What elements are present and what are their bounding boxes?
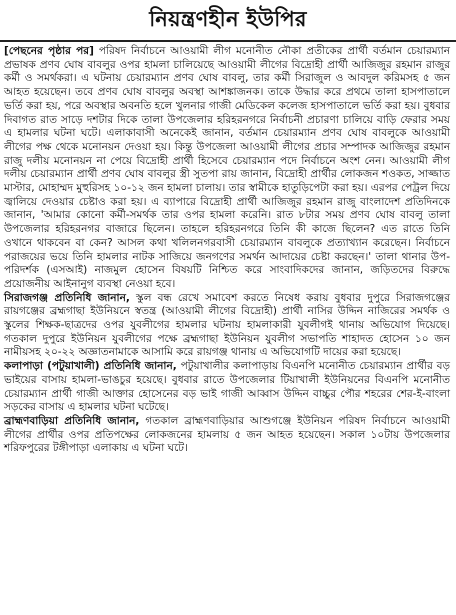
continuation-label: [পেছনের পৃষ্ঠার পর] — [4, 45, 94, 57]
paragraph-text: স্কুল বন্ধ রেখে সমাবেশ করতে নিষেধ করায় বুধবার দুপুরে সিরাজগঞ্জের রায়গঞ্জের ব্রহ্মগাছা ইউনিয়নে স্বতন্ত্র (আওয়ামী লীগের বিদ্রোহী) প্রার্থী নাসির উদ্দিন নাজিরের সমর্থক ও স্কুলের শিক্ষক-ছাত্রদের ওপর যুবলীগের হামলার ঘটনায় হামলাকারী যুবলীগই থানায় অভিযোগ দিয়েছে। গতকাল দুপুরে ইউনিয়ন যুবলীগের পক্ষে ব্রহ্মগাছা ইউনিয়ন যুবলীগ সভাপতি শাহাদত হোসেন ১০ জন নামীয়সহ ২০-২২ অজ্ঞাতনামাকে আসামি করে রায়গঞ্জ থানায় এ অভিযোগটি দায়ের করা হয়েছে। — [4, 291, 450, 359]
paragraph-continuation — [4, 45, 450, 292]
article-body — [0, 42, 456, 456]
headline: নিয়ন্ত্রণহীন ইউপির — [149, 6, 307, 31]
dateline-label: সিরাজগঞ্জ প্রতিনিধি জানান, — [4, 291, 130, 304]
paragraph-sirajganj — [4, 292, 450, 361]
headline-bar — [0, 0, 456, 42]
paragraph-text: গতকাল ব্রাহ্মণবাড়িয়ার আশুগঞ্জে ইউনিয়ন পরিষদ নির্বাচনে আওয়ামী লীগের প্রার্থীর ওপর প্রতিপক্ষের লোকজনের হামলায় ৫ জন আহত হয়েছেন। সকাল ১০টায় উপজেলার শরিফপুরের টঙ্গীপাড়া এলাকায় এ ঘটনা ঘটে। — [4, 414, 450, 455]
paragraph-kalapara — [4, 360, 450, 415]
paragraph-text: পরিষদ নির্বাচনে আওয়ামী লীগ মনোনীত নৌকা প্রতীকের প্রার্থী বর্তমান চেয়ারম্যান প্রভাষক প্রণব ঘোষ বাবলুর ওপর হামলা চালিয়েছে আওয়ামী লীগের বিদ্রোহী প্রার্থী আজিজুর রহমান রাজুর কর্মী ও সমর্থকরা। এ ঘটনায় চেয়ারম্যান প্রণব ঘোষ বাবলু, তার কর্মী সিরাজুল ও আবদুল করিমসহ ৫ জন আহত হয়েছেন। তবে প্রণব ঘোষ বাবলুর অবস্থা আশঙ্কাজনক। তাকে উদ্ধার করে প্রথমে তালা হাসপাতালে ভর্তি করা হয়, পরে অবস্থার অবনতি হলে খুলনার গাজী মেডিকেল কলেজ হাসপাতালে ভর্তি করা হয়। বুধবার দিবাগত রাত সাড়ে দশটার দিকে তালা উপজেলার হরিহরনগরে নির্বাচনী প্রচারণা চালিয়ে বাড়ি ফেরার সময় এ হামলার ঘটনা ঘটে। এলাকাবাসী অনেকেই জানান, বর্তমান চেয়ারম্যান প্রণব ঘোষ বাবলুকে আওয়ামী লীগের পক্ষ থেকে মনোনয়ন দেওয়া হয়। কিন্তু উপজেলা আওয়ামী লীগের প্রচার সম্পাদক আজিজুর রহমান রাজু দলীয় মনোনয়ন না পেয়ে বিদ্রোহী প্রার্থী হিসেবে চেয়ারম্যান পদে নির্বাচনে অংশ নেন। আওয়ামী লীগ দলীয় চেয়ারম্যান প্রার্থী প্রণব ঘোষ বাবলুর স্ত্রী সুতপা রায় জানান, বিদ্রোহী প্রার্থীর লোকজন শওকত, সাজ্জাত মাস্টার, মোহাম্মদ মুহুরিসহ ১০-১২ জন হামলা চালায়। তার স্বামীকে হাতুড়িপেটা করা হয়। এরপর পেট্রল দিয়ে জ্বালিয়ে দেওয়ার চেষ্টাও করা হয়। এ ব্যাপারে বিদ্রোহী প্রার্থী আজিজুর রহমান রাজু বাংলাদেশ প্রতিদিনকে জানান, 'আমার কোনো কর্মী-সমর্থক তার ওপর হামলা করেনি। রাত ৮টার সময় প্রণব ঘোষ বাবলু তালা উপজেলার হরিহরনগর বাজারে ছিলেন। তাহলে হরিহরনগরে তিনি কী কাজে ছিলেন? এত রাতে তিনি ওখানে থাকবেন বা কেন? আসল কথা খলিলনগরবাসী চেয়ারম্যান বাবলুকে প্রত্যাখ্যান করেছেন। নির্বাচনে পরাজয়ের ভয়ে তিনি হামলার নাটক সাজিয়ে জনগণের সমর্থন আদায়ের চেষ্টা করছেন।' তালা থানার উপ-পরিদর্শক (এসআই) নাজমুল হোসেন বিষয়টি নিশ্চিত করে সাংবাদিকদের জানান, জড়িতদের বিরুদ্ধে প্রয়োজনীয় আইনানুগ ব্যবস্থা নেওয়া হবে। — [4, 45, 450, 290]
dateline-label: কলাপাড়া (পটুয়াখালী) প্রতিনিধি জানান, — [4, 360, 177, 373]
paragraph-brahmanbaria — [4, 415, 450, 456]
paragraph-text: পটুয়াখালীর কলাপাড়ায় বিএনপি মনোনীত চেয়ারম্যান প্রার্থীর বড় ভাইয়ের বাসায় হামলা-ভাঙচুর হয়েছে। বুধবার রাতে উপজেলার টিয়াখালী ইউনিয়নের বিএনপি মনোনীত চেয়ারম্যান প্রার্থী গাজী আক্তার হোসেনের বড় ভাই গাজী আব্বাস উদ্দিন বাচ্চুর পৌর শহরের শের-ই-বাংলা সড়কের বাসায় এ হামলার ঘটনা ঘটেছে। — [4, 360, 450, 414]
dateline-label: ব্রাহ্মণবাড়িয়া প্রতিনিধি জানান, — [4, 414, 140, 427]
